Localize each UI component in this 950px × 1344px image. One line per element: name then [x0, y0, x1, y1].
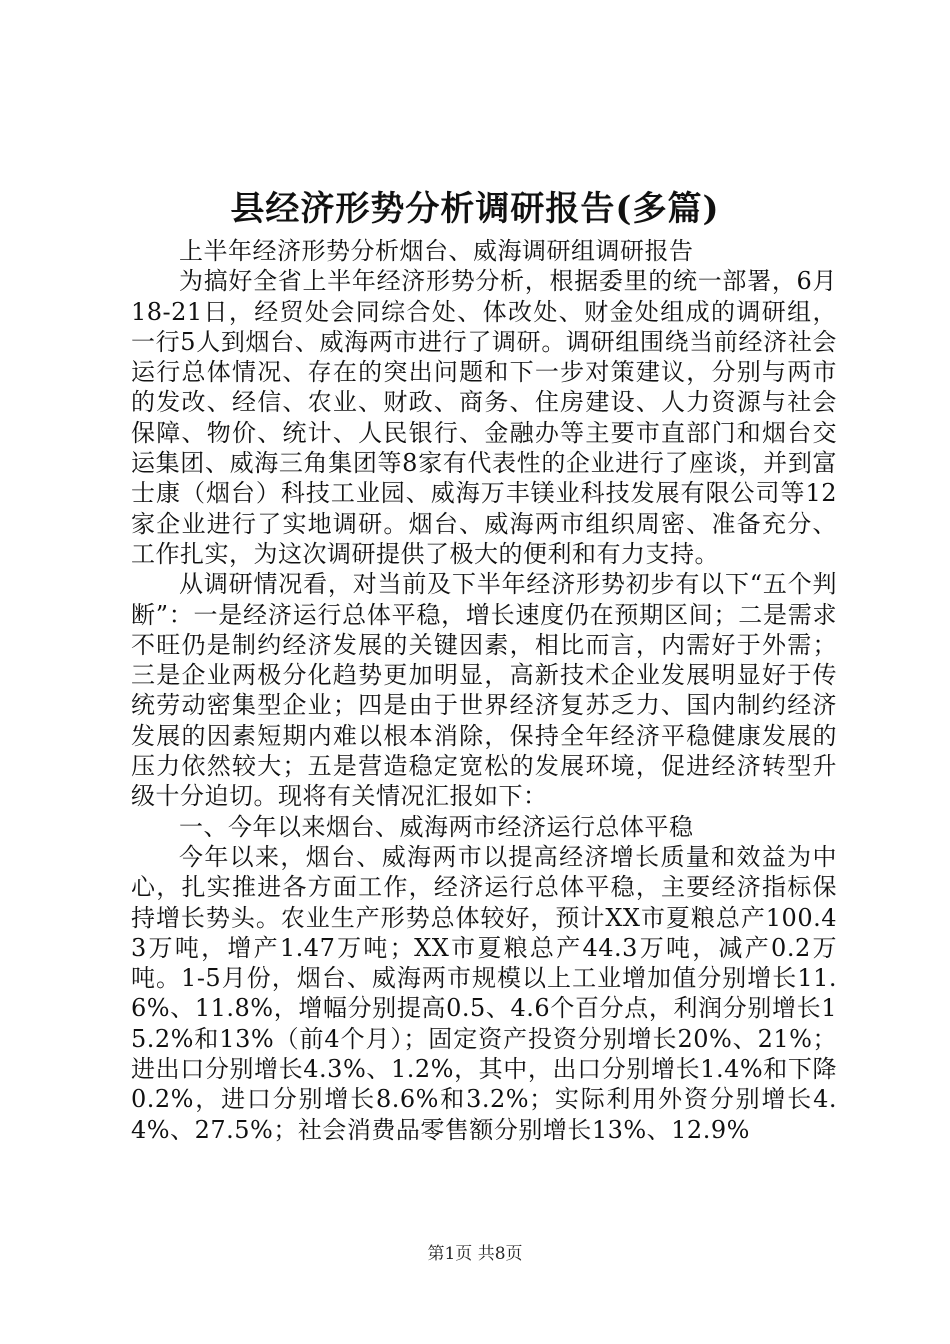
paragraph-intro: 为搞好全省上半年经济形势分析，根据委里的统一部署，6月18-21日，经贸处会同综合处、体改处、财金处组成的调研组，一行5人到烟台、威海两市进行了调研。调研组围绕当前经济社会运行总体情况、存在的突出问题和下一步对策建议，分别与两市的发改、经信、农业、财政、商务、住房建设、人力资源与社会保障、物价、统计、人民银行、金融办等主要市直部门和烟台交运集团、威海三角集团等8家有代表性的企业进行了座谈，并到富士康（烟台）科技工业园、威海万丰镁业科技发展有限公司等12家企业进行了实地调研。烟台、威海两市组织周密、准备充分、工作扎实，为这次调研提供了极大的便利和有力支持。 [131, 267, 837, 568]
document-title: 县经济形势分析调研报告(多篇) [230, 189, 720, 229]
section-heading-1: 一、今年以来烟台、威海两市经济运行总体平稳 [179, 812, 694, 841]
paragraph-judgments: 从调研情况看，对当前及下半年经济形势初步有以下“五个判断”：一是经济运行总体平稳，增长速度仍在预期区间；二是需求不旺仍是制约经济发展的关键因素，相比而言，内需好于外需；三是企业两极分化趋势更加明显，高新技术企业发展明显好于传统劳动密集型企业；四是由于世界经济复苏乏力、国内制约经济发展的因素短期内难以根本消除，保持全年经济平稳健康发展的压力依然较大；五是营造稳定宽松的发展环境，促进经济转型升级十分迫切。现将有关情况汇报如下： [131, 570, 837, 811]
paragraph-economic-indicators: 今年以来，烟台、威海两市以提高经济增长质量和效益为中心，扎实推进各方面工作，经济运行总体平稳，主要经济指标保持增长势头。农业生产形势总体较好，预计XX市夏粮总产100.43万吨，增产1.47万吨；XX市夏粮总产44.3万吨，减产0.2万吨。1-5月份，烟台、威海两市规模以上工业增加值分别增长11.6%、11.8%，增幅分别提高0.5、4.6个百分点，利润分别增长15.2%和13%（前4个月）；固定资产投资分别增长20%、21%；进出口分别增长4.3%、1.2%，其中，出口分别增长1.4%和下降0.2%，进口分别增长8.6%和3.2%；实际利用外资分别增长4.4%、27.5%；社会消费品零售额分别增长13%、12.9% [131, 842, 837, 1144]
paragraph-subtitle: 上半年经济形势分析烟台、威海调研组调研报告 [179, 237, 694, 265]
page-number-footer: 第1页 共8页 [427, 1244, 523, 1264]
document-body [131, 236, 837, 1145]
